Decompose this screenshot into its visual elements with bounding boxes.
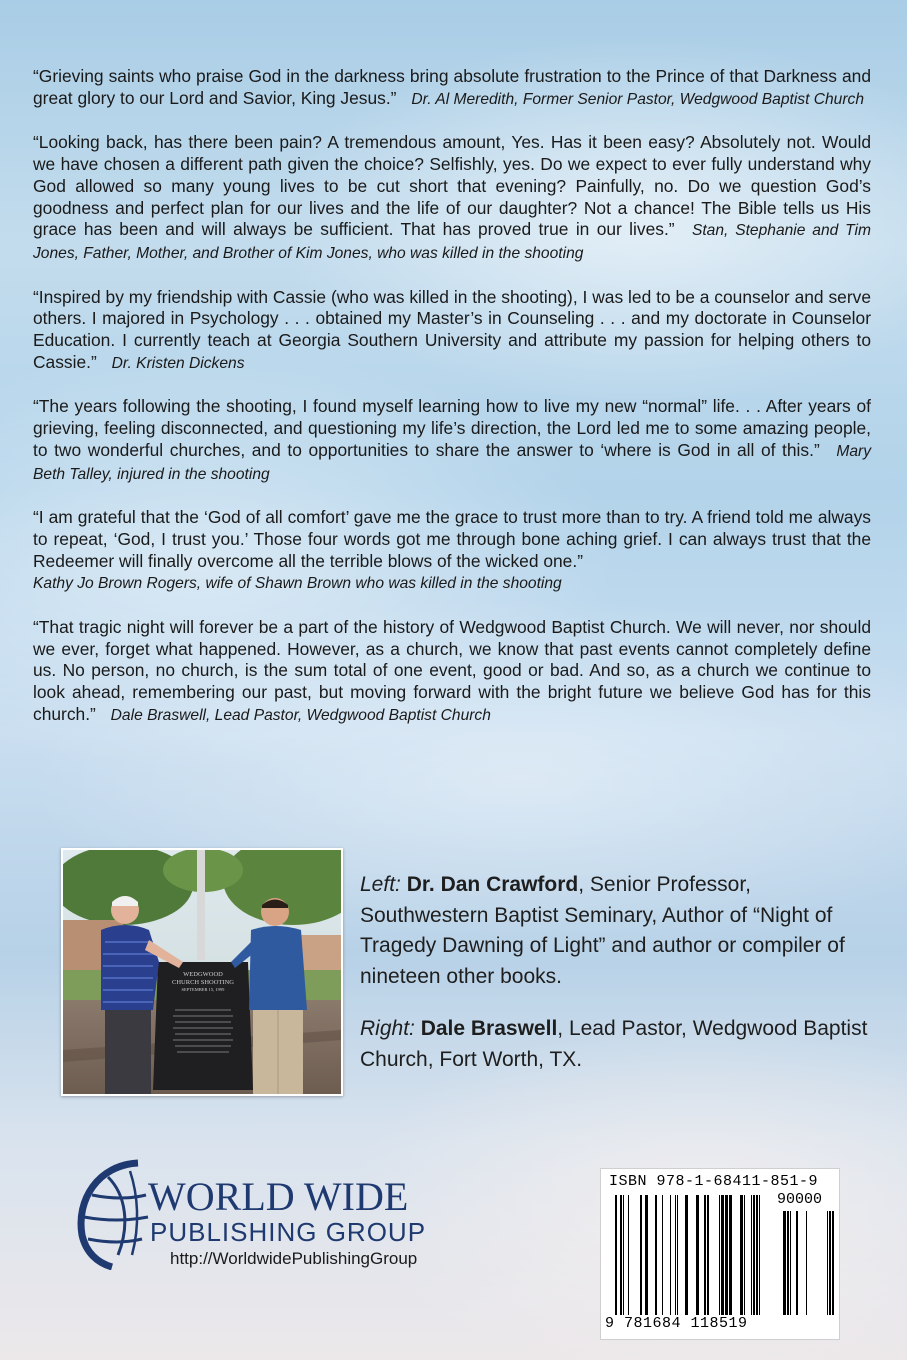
quote-attribution: Dr. Al Meredith, Former Senior Pastor, Wedgwood Baptist Church	[411, 90, 865, 108]
bio-left	[360, 870, 880, 992]
isbn-number: ISBN 978-1-68411-851-9	[609, 1173, 819, 1190]
testimonials	[33, 66, 871, 749]
publisher-url: http://WorldwidePublishingGroup	[170, 1249, 418, 1268]
quote-text: “Looking back, has there been pain? A tremendous amount, Yes. Has it been easy? Absolutely not. Would we have chosen a different path given the choice? Selfishly, yes. Do we expect to ever fully understand why God allowed so many young lives to be cut short that evening? Painfully, no. Do we question God’s goodness and perfect plan for our lives and the life of our daughter? Not a chance! The Bible tells us His grace has been and will always be sufficient. That has proved true in our lives.”	[33, 132, 871, 240]
quote-text: “Inspired by my friendship with Cassie (who was killed in the shooting), I was led to be a counselor and serve others. I majored in Psychology . . . obtained my Master’s in Counseling . . . and my doctorate in Counselor Education. I currently teach at Georgia Southern University and attribute my passion for helping others to Cassie.”	[33, 286, 871, 372]
publisher-name-line2: PUBLISHING GROUP	[150, 1217, 427, 1247]
quote-text: “That tragic night will forever be a part of the history of Wedgwood Baptist Church. We will never, nor should we ever, forget what happened. However, as a church, we know that past events cannot completely define us. No person, no church, is the sum total of one event, good or bad. And so, as a church we continue to look ahead, remembering our past, but moving forward with the bright future we believe God has for this church.”	[33, 617, 871, 724]
quote-text: “The years following the shooting, I found myself learning how to live my new “normal” life. . . After years of grieving, feeling disconnected, and questioning my life’s direction, the Lord led me to some amazing people, to two wonderful churches, and to opportunities to share the answer to ‘where is God in all of this.”	[33, 396, 871, 460]
price-code: 90000	[777, 1191, 823, 1208]
isbn-barcode	[600, 1168, 840, 1340]
quote-dickens	[33, 287, 871, 375]
publisher-logo	[68, 1155, 488, 1275]
quote-talley	[33, 396, 871, 485]
quote-attribution: Dr. Kristen Dickens	[111, 354, 245, 372]
publisher-name-line1: WORLD WIDE	[148, 1174, 409, 1219]
quote-attribution: Mary Beth Talley, injured in the shooting	[33, 442, 871, 483]
bio-left-desc: , Senior Professor, Southwestern Baptist Seminary, Author of “Night of Tragedy Dawning of Light” and author or compiler of nineteen other books.	[360, 873, 845, 988]
author-photo	[61, 848, 343, 1096]
quote-rogers	[33, 507, 871, 595]
bio-right	[360, 1014, 880, 1075]
bio-right-lead: Right:	[360, 1017, 415, 1040]
monument-line-2: CHURCH SHOOTING	[172, 979, 234, 986]
quote-attribution: Kathy Jo Brown Rogers, wife of Shawn Brown who was killed in the shooting	[33, 575, 562, 593]
bio-left-lead: Left:	[360, 873, 401, 896]
barcode-bars	[601, 1169, 839, 1339]
quote-text: “Grieving saints who praise God in the darkness bring absolute frustration to the Prince of that Darkness and great glory to our Lord and Savior, King Jesus.”	[33, 66, 871, 108]
quote-text: “I am grateful that the ‘God of all comfort’ gave me the grace to trust more than to try. A friend told me always to repeat, ‘God, I trust you.’ Those four words got me through bone aching grief. I can always trust that the Redeemer will finally overcome all the terrible blows of the wicked one.”	[33, 507, 871, 571]
ean-digits: 9 781684 118519	[605, 1315, 748, 1332]
monument-line-1: WEDGWOOD	[183, 971, 223, 978]
bio-right-desc: , Lead Pastor, Wedgwood Baptist Church, Fort Worth, TX.	[360, 1017, 868, 1071]
quote-meredith	[33, 66, 871, 110]
author-bios	[360, 870, 880, 1097]
photo-illustration	[63, 850, 341, 1094]
quote-braswell	[33, 617, 871, 727]
quote-jones-family	[33, 132, 871, 264]
bio-left-name: Dr. Dan Crawford	[406, 873, 579, 896]
quote-attribution: Dale Braswell, Lead Pastor, Wedgwood Baptist Church	[110, 706, 491, 724]
bio-right-name: Dale Braswell	[420, 1017, 558, 1040]
quote-attribution: Stan, Stephanie and Tim Jones, Father, Mother, and Brother of Kim Jones, who was killed in the shooting	[33, 222, 871, 262]
monument-line-3: SEPTEMBER 15, 1999	[181, 987, 225, 992]
